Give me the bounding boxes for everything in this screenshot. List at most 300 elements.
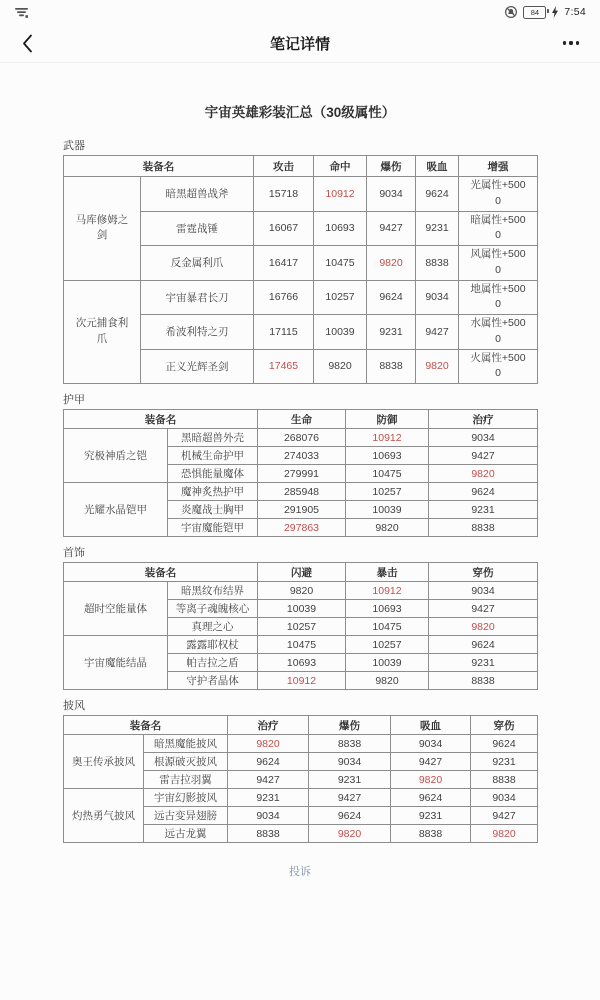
status-bar [0,0,600,24]
ellipsis-dot [576,41,579,44]
section-label-jewelry: 首饰 [63,547,85,559]
column-header-stat [228,716,309,735]
stat-cell-text: 9820 [418,773,443,786]
stat-cell [459,246,538,281]
equipment-name-cell-text: 远古变异翅膀 [154,810,217,822]
column-header-name-text: 装备名 [144,413,177,426]
stat-cell-text: 风属性+5000 [470,248,526,276]
stat-cell-text: 9427 [471,449,495,462]
stat-cell [228,771,309,789]
equipment-name-cell-text: 真理之心 [191,621,234,633]
equipment-name-cell [168,519,258,537]
stat-cell [346,519,429,537]
stat-cell [346,483,429,501]
stat-cell-text: 279991 [283,467,320,480]
equipment-name-cell-text: 恐惧能量魔体 [181,468,244,480]
stat-cell [367,315,416,350]
equipment-name-cell-text: 雷霆战锤 [176,222,218,235]
stat-cell [228,735,309,753]
stat-cell [459,211,538,246]
column-header-stat [429,563,538,582]
stat-cell-text: 10039 [372,656,402,669]
stat-cell-text: 10039 [325,325,355,338]
column-header-name [64,716,228,735]
stat-cell-text: 10912 [372,431,402,444]
equipment-name-cell [144,807,228,825]
equipment-name-cell [144,735,228,753]
group-name-cell-text: 灼热勇气披风 [72,810,135,822]
stat-cell [228,753,309,771]
equipment-name-cell [168,600,258,618]
stat-cell-text: 9624 [471,638,495,651]
stat-cell [367,177,416,212]
stat-cell [367,280,416,315]
stat-cell [258,600,346,618]
stat-cell-text: 9427 [256,773,280,786]
stat-cell [254,246,314,281]
stat-cell-text: 9034 [379,187,403,200]
stat-cell-text: 10257 [286,620,317,633]
stat-cell-text: 9427 [418,755,443,768]
equipment-name-cell-text: 炎魔战士胸甲 [181,504,244,516]
stat-cell [391,807,471,825]
column-header-stat-text: 吸血 [426,160,448,173]
stat-cell [429,519,538,537]
stat-cell-text: 9034 [337,755,362,768]
stat-cell-text: 8838 [418,827,443,840]
stat-cell-text: 10912 [372,584,402,597]
equipment-name-cell-text: 机械生命护甲 [181,450,244,462]
table-row [64,280,538,315]
column-header-stat-text: 吸血 [420,719,441,732]
equipment-name-cell [141,211,254,246]
stat-cell [258,483,346,501]
group-name-cell [64,582,168,636]
column-header-stat [254,156,314,177]
column-header-name-text: 装备名 [142,160,175,173]
stat-cell-text: 8838 [492,773,516,786]
equipment-name-cell [168,465,258,483]
stat-cell [258,447,346,465]
stat-cell-text: 10257 [325,291,355,304]
stat-cell-text: 291905 [283,503,320,516]
stat-cell [254,211,314,246]
stat-cell [391,771,471,789]
stat-cell [309,825,391,843]
stat-cell-text: 9820 [492,827,516,840]
header-row [64,716,538,735]
stat-cell [346,672,429,690]
stat-cell [228,807,309,825]
stat-cell [391,789,471,807]
stat-cell-text: 10912 [325,187,355,200]
table-row [64,483,538,501]
stat-cell [429,447,538,465]
stat-cell [459,177,538,212]
stat-cell-text: 9427 [471,602,495,615]
column-header-stat [309,716,391,735]
stat-cell [228,789,309,807]
stat-cell [429,582,538,600]
stat-cell-text: 9034 [471,584,495,597]
stat-cell [258,501,346,519]
stat-cell [346,600,429,618]
stat-cell-text: 水属性+5000 [470,317,526,345]
stat-cell [459,349,538,384]
equipment-name-cell-text: 黑暗超兽外壳 [181,432,244,444]
equipment-name-cell [168,483,258,501]
equipment-name-cell [168,672,258,690]
stat-cell-text: 9034 [418,737,443,750]
stat-cell [391,735,471,753]
stat-cell-text: 9034 [256,809,280,822]
status-bar-right [504,5,586,19]
stat-cell-text: 9820 [256,737,280,750]
group-name-cell-text: 次元捕食利爪 [75,317,129,345]
stat-cell [346,447,429,465]
column-header-name [64,410,258,429]
column-header-stat-text: 穿伤 [493,719,515,732]
equipment-name-cell [168,618,258,636]
column-header-stat-text: 增强 [487,160,509,173]
stat-cell [416,246,459,281]
column-header-stat-text: 命中 [329,160,351,173]
stat-cell-text: 光属性+5000 [470,179,526,207]
column-header-stat-text: 攻击 [273,160,294,173]
stat-cell [309,807,391,825]
stat-cell [258,465,346,483]
column-header-name-text: 装备名 [129,719,162,732]
stat-cell-text: 9231 [425,222,449,235]
equipment-name-cell-text: 露露耶权杖 [186,639,239,651]
table-row [64,429,538,447]
stat-cell-text: 10475 [286,638,317,651]
stat-cell-text: 9820 [471,620,495,633]
stat-cell-text: 17465 [268,360,299,373]
stat-cell-text: 9820 [379,256,403,269]
group-name-cell [64,177,141,281]
equipment-name-cell [144,825,228,843]
jewelry-table [63,562,538,690]
header-row [64,410,538,429]
stat-cell [346,429,429,447]
section-label-weapons: 武器 [63,140,85,152]
group-name-cell [64,483,168,537]
stat-cell [314,177,367,212]
stat-cell [314,280,367,315]
column-header-stat [258,563,346,582]
stat-cell [309,753,391,771]
group-name-cell [64,280,141,384]
equipment-name-cell-text: 魔神炙热护甲 [181,486,244,498]
stat-cell-text: 9427 [379,222,403,235]
stat-cell [314,211,367,246]
equipment-name-cell-text: 远古龙翼 [164,828,207,840]
group-name-cell-text: 宇宙魔能结晶 [84,657,147,669]
stat-cell [471,825,538,843]
column-header-stat-text: 防御 [376,413,398,426]
stat-cell [416,280,459,315]
stat-cell [309,735,391,753]
stat-cell [367,211,416,246]
complaint-link[interactable]: 投诉 [289,866,311,878]
stat-cell [309,771,391,789]
column-header-stat-text: 爆伤 [380,160,402,173]
stat-cell [254,315,314,350]
column-header-stat-text: 暴击 [376,566,398,579]
stat-cell-text: 9624 [256,755,280,768]
stat-cell-text: 10039 [286,602,317,615]
equipment-name-cell [141,246,254,281]
stat-cell [471,771,538,789]
stat-cell [346,501,429,519]
column-header-stat-text: 闪避 [291,566,312,579]
stat-cell [258,618,346,636]
group-name-cell [64,429,168,483]
stat-cell [429,654,538,672]
group-name-cell-text: 马库修姆之剑 [75,213,129,242]
stat-cell [429,636,538,654]
stat-cell-text: 16067 [268,222,299,235]
more-menu-button[interactable] [554,28,588,58]
equipment-name-cell-text: 暗黑超兽战斧 [165,188,229,201]
stat-cell-text: 火属性+5000 [470,351,526,380]
stat-cell-text: 9820 [328,360,352,373]
stat-cell-text: 9624 [471,485,495,498]
stat-cell [471,735,538,753]
stat-cell [471,789,538,807]
column-header-stat [416,156,459,177]
stat-cell [459,315,538,350]
stat-cell [429,483,538,501]
equipment-name-cell [141,349,254,384]
stat-cell [346,636,429,654]
stat-cell-text: 8838 [471,521,495,534]
charging-bolt-icon [551,6,559,18]
column-header-stat [459,156,538,177]
stat-cell-text: 8838 [256,827,280,840]
stat-cell [416,177,459,212]
stat-cell-text: 10257 [372,485,402,498]
stat-cell-text: 8838 [425,256,449,269]
stat-cell [346,654,429,672]
equipment-name-cell-text: 根源破灭披风 [154,756,217,768]
cloak-table [63,715,538,843]
equipment-name-cell [141,177,254,212]
stat-cell [459,280,538,315]
stat-cell-text: 9820 [375,521,399,534]
note-content [0,63,600,879]
stat-cell-text: 10039 [372,503,402,516]
stat-cell-text: 9231 [379,325,403,338]
stat-cell-text: 9624 [337,809,362,822]
stat-cell-text: 10693 [372,449,402,462]
stat-cell-text: 8838 [337,737,362,750]
stat-cell-text: 268076 [283,431,320,444]
stat-cell-text: 16766 [268,291,299,304]
stat-cell-text: 9034 [425,291,449,304]
table-row [64,636,538,654]
column-header-stat [471,716,538,735]
equipment-name-cell [168,582,258,600]
equipment-name-cell-text: 守护者晶体 [186,675,239,687]
stat-cell [314,315,367,350]
column-header-name-text: 装备名 [144,566,177,579]
stat-cell [258,654,346,672]
stat-cell-text: 9231 [492,755,516,768]
stat-cell-text: 9820 [471,467,495,480]
stat-cell [254,177,314,212]
stat-cell [391,753,471,771]
stat-cell [346,582,429,600]
stat-cell-text: 9231 [471,503,495,516]
stat-cell [314,349,367,384]
weapons-table [63,155,538,384]
stat-cell [309,789,391,807]
stat-cell-text: 10475 [325,256,355,269]
ellipsis-dot [563,41,566,44]
stat-cell-text: 10257 [372,638,402,651]
status-time: 7:54 [564,6,586,18]
stat-cell [429,501,538,519]
equipment-name-cell-text: 等离子魂魄核心 [175,603,250,615]
stat-cell [429,429,538,447]
stat-cell-text: 9034 [471,431,495,444]
equipment-name-cell-text: 正义光辉圣剑 [165,360,229,373]
stat-cell-text: 10693 [372,602,402,615]
group-name-cell-text: 究极神盾之铠 [84,450,147,462]
column-header-stat [391,716,471,735]
header-row [64,563,538,582]
stat-cell [258,519,346,537]
column-header-stat [314,156,367,177]
stat-cell-text: 285948 [283,485,320,498]
stat-cell [391,825,471,843]
group-name-cell [64,735,144,789]
equipment-name-cell [168,429,258,447]
stat-cell-text: 9427 [337,791,362,804]
group-name-cell-text: 奥王传承披风 [72,756,135,768]
equipment-name-cell-text: 希波利特之刃 [165,326,229,339]
armor-table [63,409,538,537]
column-header-stat [346,410,429,429]
column-header-name [64,563,258,582]
page-header [0,24,600,63]
stat-cell-text: 9624 [379,291,403,304]
stat-cell-text: 8838 [471,674,495,687]
equipment-name-cell [141,280,254,315]
stat-cell-text: 8838 [379,360,403,373]
stat-cell [346,618,429,636]
stat-cell [258,672,346,690]
equipment-name-cell-text: 宇宙魔能铠甲 [181,522,244,534]
column-header-stat [429,410,538,429]
group-name-cell [64,789,144,843]
stat-cell-text: 15718 [268,187,299,200]
stat-cell-text: 10475 [372,620,402,633]
equipment-name-cell-text: 暗黑纹布结界 [181,585,244,597]
note-title: 宇宙英雄彩装汇总（30级属性） [204,105,396,120]
equipment-name-cell [168,654,258,672]
equipment-name-cell-text: 雷吉拉羽翼 [159,774,212,786]
column-header-name [64,156,254,177]
stat-cell-text: 9427 [492,809,516,822]
chevron-left-icon [22,34,33,53]
section-label-cloak: 披风 [63,700,85,712]
stat-cell [367,246,416,281]
equipment-name-cell [144,771,228,789]
stat-cell [314,246,367,281]
stat-cell [254,280,314,315]
section-label-armor: 护甲 [63,394,85,406]
stat-cell [416,315,459,350]
stat-cell-text: 9231 [418,809,443,822]
group-name-cell-text: 超时空能量体 [84,603,147,615]
status-bar-left [14,6,29,19]
stat-cell-text: 9231 [471,656,495,669]
mute-icon [504,5,518,19]
stat-cell [258,429,346,447]
stat-cell-text: 9427 [425,325,449,338]
stat-cell-text: 9034 [492,791,516,804]
stat-cell-text: 9231 [256,791,280,804]
equipment-name-cell [168,447,258,465]
stat-cell [416,211,459,246]
battery-level: 84 [530,7,540,17]
ellipsis-dot [569,41,572,44]
equipment-name-cell [141,315,254,350]
stat-cell-text: 9231 [337,773,362,786]
stat-cell-text: 10475 [372,467,402,480]
stat-cell-text: 17115 [269,325,298,338]
equipment-name-cell-text: 帕吉拉之盾 [186,657,239,669]
back-button[interactable] [12,28,42,58]
stat-cell [471,753,538,771]
column-header-stat-text: 治疗 [472,413,494,426]
stat-cell [228,825,309,843]
wifi-signal-icon [14,6,29,19]
stat-cell [429,600,538,618]
stat-cell [367,349,416,384]
header-row [64,156,538,177]
stat-cell [254,349,314,384]
stat-cell [429,672,538,690]
column-header-stat-text: 穿伤 [472,566,494,579]
stat-cell-text: 暗属性+5000 [470,213,526,242]
column-header-stat [346,563,429,582]
column-header-stat-text: 治疗 [257,719,279,732]
equipment-name-cell-text: 暗黑魔能披风 [154,738,217,750]
stat-cell-text: 9624 [492,737,516,750]
stat-cell [471,807,538,825]
column-header-stat [258,410,346,429]
group-name-cell-text: 光耀水晶铠甲 [84,504,147,516]
page-title: 笔记详情 [269,35,330,53]
equipment-name-cell [168,636,258,654]
column-header-stat-text: 爆伤 [339,719,360,732]
stat-cell-text: 9820 [425,360,449,373]
table-row [64,735,538,753]
stat-cell-text: 10912 [286,674,317,687]
stat-cell-text: 10693 [325,222,355,235]
stat-cell-text: 9820 [289,584,314,597]
equipment-name-cell [168,501,258,519]
equipment-name-cell [144,789,228,807]
table-row [64,789,538,807]
group-name-cell [64,636,168,690]
battery-indicator [523,6,546,19]
stat-cell [429,618,538,636]
